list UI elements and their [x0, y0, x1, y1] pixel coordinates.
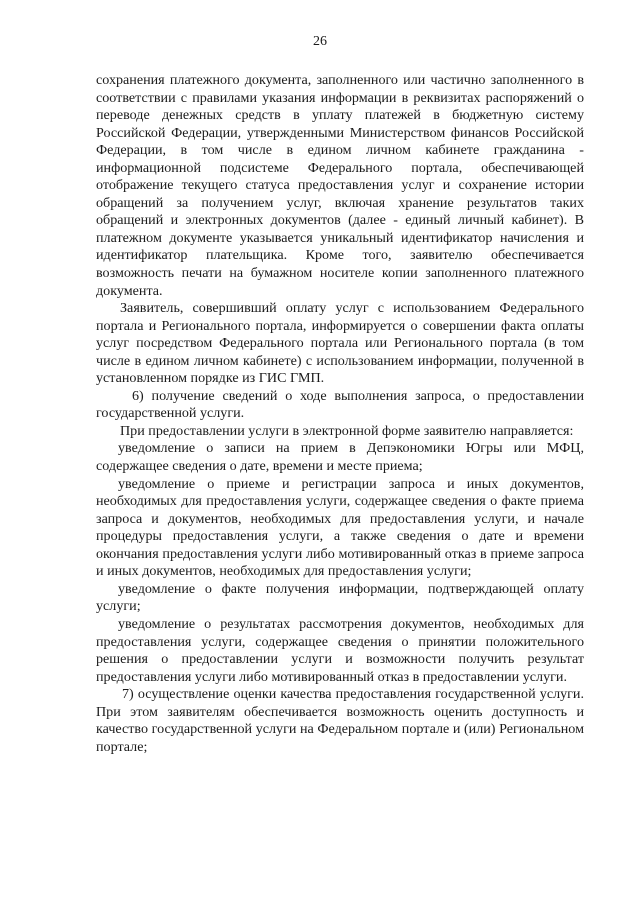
paragraph-item-6: 6) получение сведений о ходе выполнения запроса, о предоставлении государственной услуги.: [96, 387, 584, 422]
document-body: [96, 72, 584, 756]
paragraph-payment-document: сохранения платежного документа, заполненного или частично заполненного в соответствии с правилами указания информации в реквизитах распоряжений о переводе денежных средств в уплату платежей в бюджетную систему Российской Федерации, утвержденными Министерством финансов Российской Федерации, в том числе в едином личном кабинете гражданина - информационной подсистеме Федерального портала, обеспечивающей отображение текущего статуса предоставления услуг и сохранение истории обращений за получением услуг, включая хранение результатов таких обращений и электронных документов (далее - единый личный кабинет). В платежном документе указывается уникальный идентификатор начисления и идентификатор плательщика. Кроме того, заявителю обеспечивается возможность печати на бумажном носителе копии заполненного платежного документа.: [96, 72, 584, 299]
paragraph-electronic-form-intro: При предоставлении услуги в электронной форме заявителю направляется:: [120, 422, 574, 439]
paragraph-payment-notification: Заявитель, совершивший оплату услуг с использованием Федерального портала и Регионального портала, информируется о совершении факта оплаты услуг посредством Федерального портала или Регионального портала (в том числе в едином личном кабинете) с использованием информации, полученной в установленном порядке из ГИС ГМП.: [96, 300, 584, 387]
paragraph-appointment-notice: уведомление о записи на прием в Депэкономики Югры или МФЦ, содержащее сведения о дате, времени и месте приема;: [96, 440, 584, 475]
page-number: 26: [313, 34, 327, 49]
paragraph-registration-notice: уведомление о приеме и регистрации запроса и иных документов, необходимых для предоставления услуги, содержащее сведения о факте приема запроса и документов, необходимых для предоставления услуги, и начале процедуры предоставления услуги, а также сведения о дате и времени окончания предоставления услуги либо мотивированный отказ в приеме запроса и иных документов, необходимых для предоставления услуги;: [96, 475, 584, 580]
paragraph-payment-receipt-notice: уведомление о факте получения информации, подтверждающей оплату услуги;: [96, 580, 584, 615]
paragraph-review-result-notice: уведомление о результатах рассмотрения документов, необходимых для предоставления услуги, содержащее сведения о принятии положительного решения о предоставлении услуги и возможности получить результат предоставления услуги либо мотивированный отказ в предоставлении услуги.: [96, 615, 584, 685]
paragraph-item-7: 7) осуществление оценки качества предоставления государственной услуги. При этом заявителям обеспечивается возможность оценить доступность и качество государственной услуги на Федеральном портале и (или) Региональном портале;: [96, 686, 584, 755]
